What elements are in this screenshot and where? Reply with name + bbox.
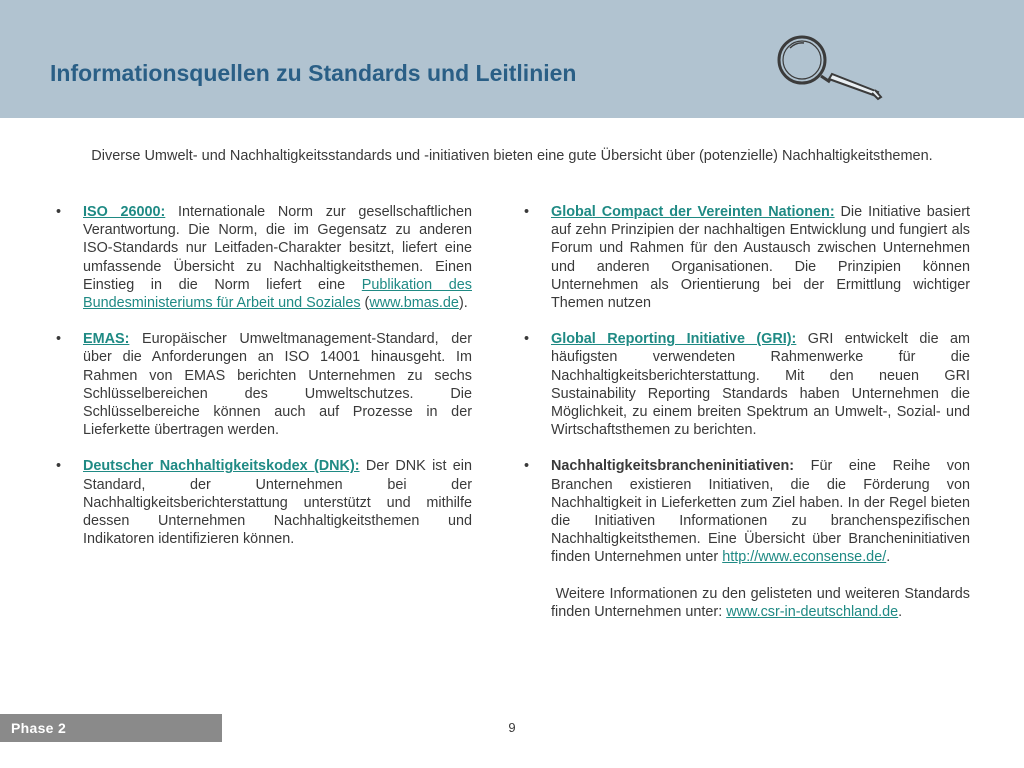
emas-description: Europäischer Umweltmanagement-Standard, der über die Anforderungen an ISO 14001 hinausgeht. Im Rahmen von EMAS berichten Unternehmen zu sechs Schlüsselbereichen des Umweltschutzes. Die Schlüsselbereiche können auch auf Prozesse in der Lieferkette übertragen werden. — [83, 331, 472, 439]
further-info-note — [524, 585, 970, 621]
bmas-publication-link[interactable]: Publikation des Bundesministeriums für Arbeit und Soziales — [83, 276, 472, 312]
branch-initiatives-description: Für eine Reihe von Branchen existieren Initiativen, die die Förderung von Nachhaltigkeit in Lieferketten zum Ziel haben. In der Regel bieten die Initiativen Informationen zu branchenspezifischen Nachhaltigkeitsthemen. Eine Übersicht über Brancheninitiativen finden Unternehmen unter — [551, 458, 970, 566]
list-item-emas — [56, 330, 472, 439]
header-banner — [0, 0, 1024, 118]
global-compact-link[interactable]: Global Compact der Vereinten Nationen: — [551, 204, 835, 220]
global-compact-description: Die Initiative basiert auf zehn Prinzipien der nachhaltigen Entwicklung und fungiert als Forum und Rahmen für den Austausch zwischen Unternehmen und anderen Organisationen. Die Prinzipien können Unternehmen als Orientierung bei der Ermittlung wichtiger Themen nutzen — [551, 204, 970, 312]
iso26000-description: Internationale Norm zur gesellschaftlichen Verantwortung. Die Norm, die im Gegensatz zu anderen ISO-Standards nur Leitfaden-Charakter besitzt, liefert eine umfassende Übersicht zu Nachhaltigkeitsthemen. Einen Einstieg in die Norm liefert eine — [83, 204, 472, 293]
list-item-iso26000 — [56, 203, 472, 312]
bullet: • — [524, 458, 530, 475]
page-title: Informationsquellen zu Standards und Leitlinien — [50, 60, 577, 86]
further-info-text: Weitere Informationen zu den gelisteten und weiteren Standards finden Unternehmen unter: — [551, 585, 970, 620]
econsense-link[interactable]: http://www.econsense.de/ — [722, 549, 887, 566]
bullet: • — [56, 458, 62, 475]
iso26000-link[interactable]: ISO 26000: — [83, 204, 166, 220]
dnk-description: Der DNK ist ein Standard, der Unternehmen bei der Nachhaltigkeitsberichterstattung unterstützt und mithilfe dessen Unternehmen Nachhaltigkeitsthemen und Indikatoren identifizieren können. — [83, 458, 472, 548]
bullet: • — [56, 204, 62, 220]
bullet: • — [524, 331, 530, 348]
list-item-global-compact — [524, 203, 970, 312]
magnifying-glass-icon — [772, 30, 890, 106]
bullet: • — [524, 204, 530, 220]
paren-close: ). — [458, 295, 468, 312]
right-column — [524, 203, 970, 621]
period: . — [886, 549, 891, 566]
left-column — [56, 203, 472, 566]
bmas-website-link[interactable]: www.bmas.de — [369, 295, 459, 312]
list-item-branch-initiatives — [524, 457, 970, 566]
list-item-gri — [524, 330, 970, 439]
page-number: 9 — [508, 720, 516, 735]
paren-open: ( — [360, 295, 370, 312]
bullet: • — [56, 331, 62, 348]
emas-link[interactable]: EMAS: — [83, 331, 130, 348]
branch-initiatives-heading: Nachhaltigkeitsbrancheninitiativen: — [551, 458, 795, 475]
period: . — [898, 603, 903, 620]
list-item-dnk — [56, 457, 472, 548]
intro-text: Diverse Umwelt- und Nachhaltigkeitsstandards und -initiativen bieten eine gute Übersicht über (potenzielle) Nachhaltigkeitsthemen. — [91, 148, 933, 164]
csr-in-deutschland-link[interactable]: www.csr-in-deutschland.de — [726, 603, 899, 620]
gri-description: GRI entwickelt die am häufigsten verwendeten Rahmenwerke für die Nachhaltigkeitsberichterstattung. Mit den neuen GRI Sustainability Reporting Standards haben Unternehmen die Möglichkeit, zu einem breiten Spektrum an Umwelt-, Sozial- und Wirtschaftsthemen zu berichten. — [551, 331, 970, 439]
dnk-link[interactable]: Deutscher Nachhaltigkeitskodex (DNK): — [83, 458, 360, 475]
phase-label: Phase 2 — [0, 714, 222, 742]
gri-link[interactable]: Global Reporting Initiative (GRI): — [551, 331, 797, 348]
